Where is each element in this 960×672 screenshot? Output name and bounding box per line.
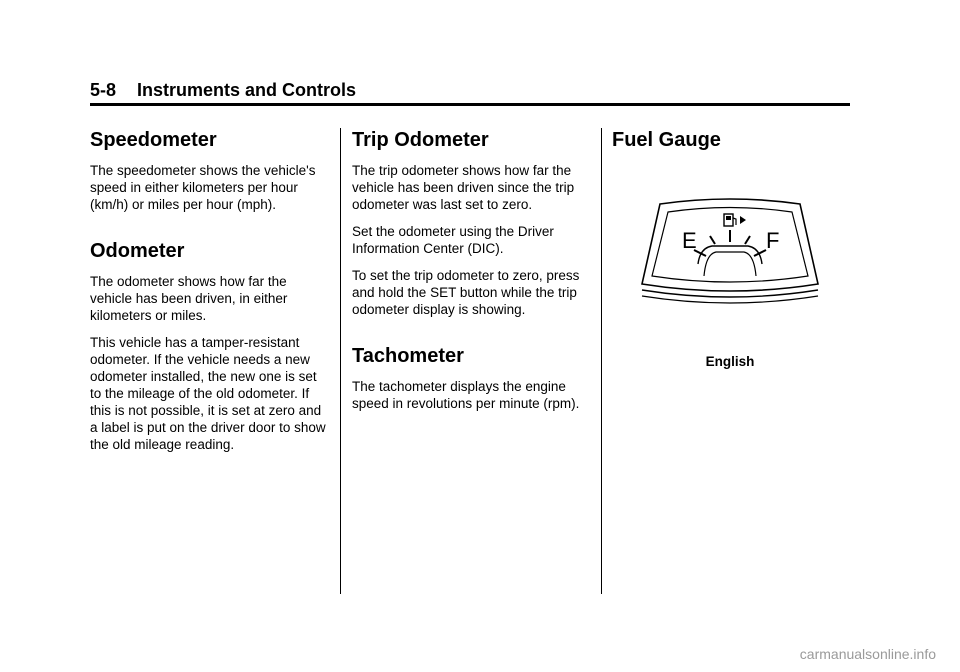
column-divider-1 bbox=[340, 128, 341, 594]
trip-odometer-text-2: Set the odometer using the Driver Information Center (DIC). bbox=[352, 224, 554, 256]
tachometer-text: The tachometer displays the engine speed in revolutions per minute (rpm). bbox=[352, 379, 580, 411]
gauge-tick-three-quarter bbox=[745, 236, 750, 244]
gauge-label-full: F bbox=[766, 228, 780, 253]
fuel-gauge-illustration bbox=[640, 194, 820, 306]
trip-odometer-heading: Trip Odometer bbox=[352, 129, 489, 151]
column-2 bbox=[352, 128, 590, 422]
page-header bbox=[90, 80, 850, 101]
column-3 bbox=[612, 128, 850, 162]
fuel-gauge-heading: Fuel Gauge bbox=[612, 129, 721, 151]
column-divider-2 bbox=[601, 128, 602, 594]
odometer-text-1: The odometer shows how far the vehicle has been driven, in either kilometers or miles. bbox=[90, 274, 288, 323]
gauge-tick-quarter bbox=[710, 236, 715, 244]
trip-odometer-text-1: The trip odometer shows how far the vehicle has been driven since the trip odometer was last set to zero. bbox=[352, 163, 575, 212]
column-1 bbox=[90, 128, 328, 463]
section-title: Instruments and Controls bbox=[137, 80, 357, 100]
trip-odometer-text-3: To set the trip odometer to zero, press and hold the SET button while the trip odometer display is showing. bbox=[352, 268, 580, 317]
odometer-heading: Odometer bbox=[90, 240, 185, 262]
tachometer-heading: Tachometer bbox=[352, 345, 464, 367]
fuel-pump-icon bbox=[724, 214, 746, 226]
section-number: 5-8 bbox=[90, 80, 117, 100]
speedometer-heading: Speedometer bbox=[90, 129, 217, 151]
header-rule bbox=[90, 103, 850, 106]
watermark: carmanualsonline.info bbox=[799, 646, 936, 662]
gauge-label-empty: E bbox=[682, 228, 697, 253]
speedometer-text: The speedometer shows the vehicle's speed in either kilometers per hour (km/h) or miles per hour (mph). bbox=[90, 163, 316, 212]
odometer-text-2: This vehicle has a tamper-resistant odometer. If the vehicle needs a new odometer installed, the new one is set to the mileage of the old odometer. If this is not possible, it is set at zero and a label is put on the driver door to show the old mileage reading. bbox=[90, 335, 326, 452]
gauge-caption: English bbox=[705, 354, 755, 369]
